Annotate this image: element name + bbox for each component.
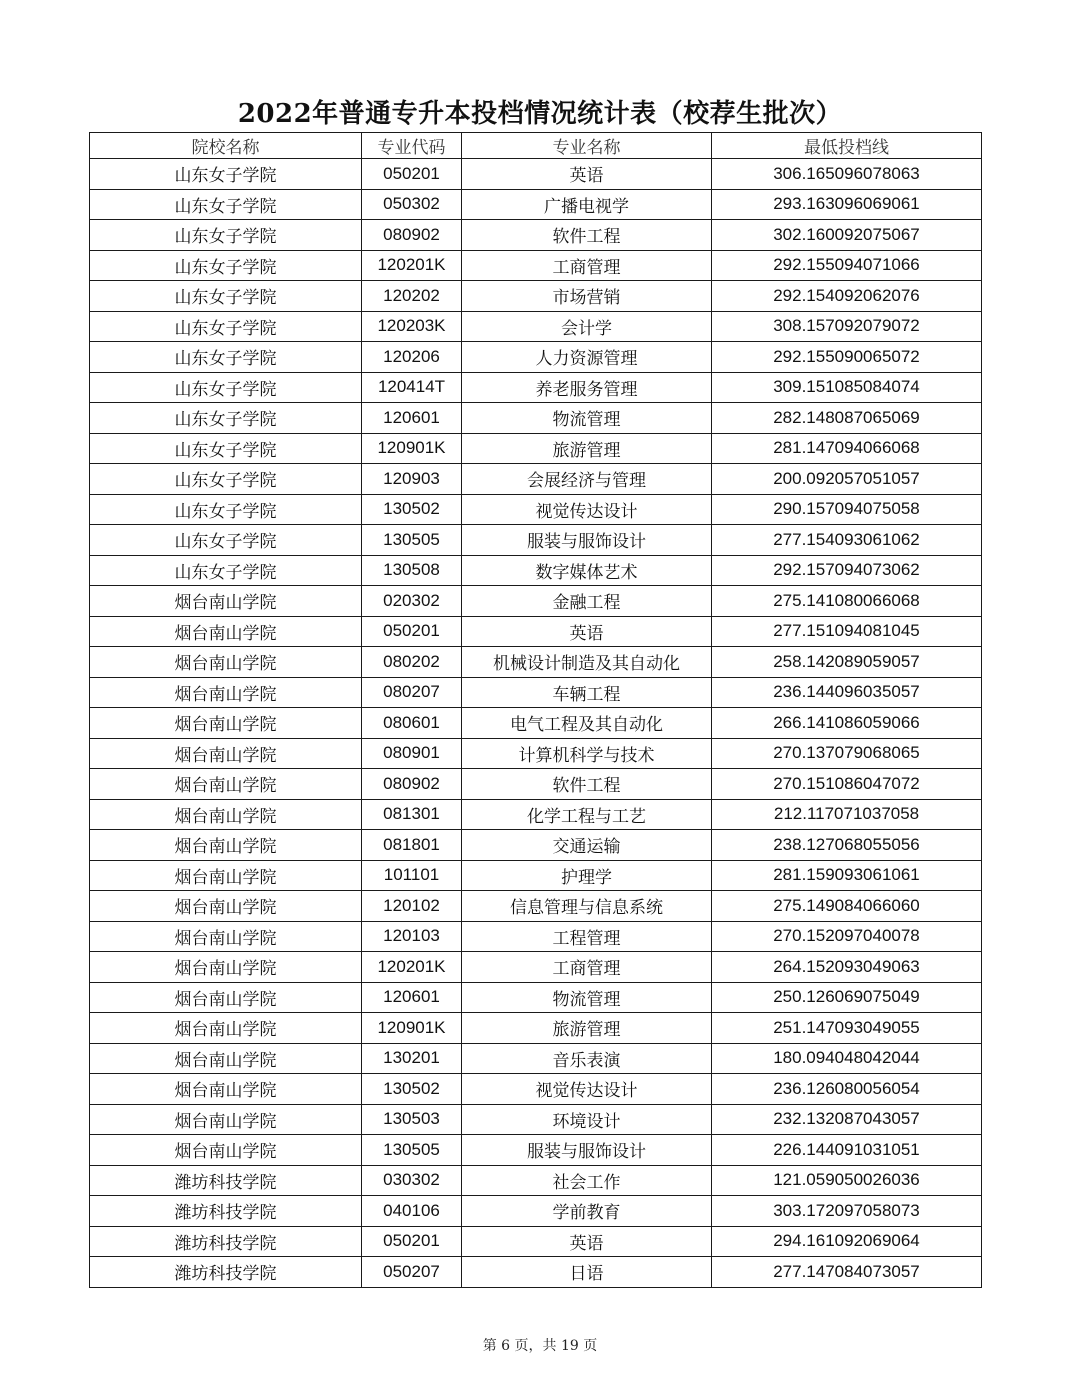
school-name-cell: 烟台南山学院 (90, 586, 362, 617)
min-score-cell: 292.155094071066 (712, 250, 982, 281)
school-name-cell: 烟台南山学院 (90, 921, 362, 952)
table-row (90, 677, 982, 708)
major-code-cell: 130505 (362, 1135, 462, 1166)
school-name-cell: 山东女子学院 (90, 494, 362, 525)
min-score-cell: 236.144096035057 (712, 677, 982, 708)
table-row (90, 1196, 982, 1227)
table-row (90, 1104, 982, 1135)
header-major-name: 专业名称 (462, 133, 712, 159)
school-name-cell: 烟台南山学院 (90, 982, 362, 1013)
min-score-cell: 294.161092069064 (712, 1226, 982, 1257)
major-code-cell: 120102 (362, 891, 462, 922)
major-code-cell: 050201 (362, 159, 462, 190)
major-name-cell: 工程管理 (462, 921, 712, 952)
school-name-cell: 山东女子学院 (90, 311, 362, 342)
major-code-cell: 130508 (362, 555, 462, 586)
major-code-cell: 120103 (362, 921, 462, 952)
school-name-cell: 烟台南山学院 (90, 1013, 362, 1044)
major-code-cell: 080207 (362, 677, 462, 708)
min-score-cell: 290.157094075058 (712, 494, 982, 525)
major-name-cell: 学前教育 (462, 1196, 712, 1227)
school-name-cell: 山东女子学院 (90, 464, 362, 495)
table-row (90, 372, 982, 403)
table-row (90, 1013, 982, 1044)
header-school-name: 院校名称 (90, 133, 362, 159)
min-score-cell: 292.157094073062 (712, 555, 982, 586)
min-score-cell: 282.148087065069 (712, 403, 982, 434)
table-row (90, 860, 982, 891)
major-name-cell: 工商管理 (462, 952, 712, 983)
major-code-cell: 120203K (362, 311, 462, 342)
table-row (90, 1257, 982, 1288)
table-row (90, 708, 982, 739)
major-code-cell: 120202 (362, 281, 462, 312)
major-code-cell: 081301 (362, 799, 462, 830)
min-score-cell: 303.172097058073 (712, 1196, 982, 1227)
major-name-cell: 音乐表演 (462, 1043, 712, 1074)
major-name-cell: 护理学 (462, 860, 712, 891)
school-name-cell: 山东女子学院 (90, 525, 362, 556)
table-row (90, 982, 982, 1013)
school-name-cell: 烟台南山学院 (90, 738, 362, 769)
major-code-cell: 020302 (362, 586, 462, 617)
major-name-cell: 服装与服饰设计 (462, 525, 712, 556)
major-code-cell: 080202 (362, 647, 462, 678)
major-code-cell: 050201 (362, 616, 462, 647)
min-score-cell: 293.163096069061 (712, 189, 982, 220)
table-header (90, 133, 982, 159)
major-code-cell: 080901 (362, 738, 462, 769)
school-name-cell: 烟台南山学院 (90, 1135, 362, 1166)
major-name-cell: 车辆工程 (462, 677, 712, 708)
school-name-cell: 山东女子学院 (90, 403, 362, 434)
min-score-cell: 251.147093049055 (712, 1013, 982, 1044)
table-row (90, 342, 982, 373)
min-score-cell: 277.151094081045 (712, 616, 982, 647)
min-score-cell: 277.147084073057 (712, 1257, 982, 1288)
table-row (90, 647, 982, 678)
min-score-cell: 292.155090065072 (712, 342, 982, 373)
major-name-cell: 会计学 (462, 311, 712, 342)
major-name-cell: 视觉传达设计 (462, 1074, 712, 1105)
table-row (90, 311, 982, 342)
page-title: 2022年普通专升本投档情况统计表（校荐生批次） (237, 99, 843, 129)
min-score-cell: 270.152097040078 (712, 921, 982, 952)
min-score-cell: 270.137079068065 (712, 738, 982, 769)
major-code-cell: 120201K (362, 952, 462, 983)
major-code-cell: 130201 (362, 1043, 462, 1074)
major-name-cell: 金融工程 (462, 586, 712, 617)
table-row (90, 1165, 982, 1196)
table-row (90, 464, 982, 495)
min-score-cell: 180.094048042044 (712, 1043, 982, 1074)
school-name-cell: 山东女子学院 (90, 555, 362, 586)
major-name-cell: 养老服务管理 (462, 372, 712, 403)
min-score-cell: 236.126080056054 (712, 1074, 982, 1105)
major-name-cell: 服装与服饰设计 (462, 1135, 712, 1166)
major-code-cell: 120201K (362, 250, 462, 281)
major-name-cell: 市场营销 (462, 281, 712, 312)
min-score-cell: 302.160092075067 (712, 220, 982, 251)
school-name-cell: 潍坊科技学院 (90, 1226, 362, 1257)
school-name-cell: 烟台南山学院 (90, 799, 362, 830)
major-name-cell: 信息管理与信息系统 (462, 891, 712, 922)
table-row (90, 555, 982, 586)
header-major-code: 专业代码 (362, 133, 462, 159)
major-name-cell: 英语 (462, 616, 712, 647)
min-score-cell: 308.157092079072 (712, 311, 982, 342)
table-row (90, 250, 982, 281)
school-name-cell: 烟台南山学院 (90, 769, 362, 800)
major-code-cell: 050201 (362, 1226, 462, 1257)
school-name-cell: 烟台南山学院 (90, 647, 362, 678)
table-row (90, 220, 982, 251)
major-code-cell: 050207 (362, 1257, 462, 1288)
min-score-cell: 250.126069075049 (712, 982, 982, 1013)
table-row (90, 799, 982, 830)
school-name-cell: 烟台南山学院 (90, 616, 362, 647)
major-name-cell: 广播电视学 (462, 189, 712, 220)
major-code-cell: 130503 (362, 1104, 462, 1135)
major-code-cell: 101101 (362, 860, 462, 891)
major-name-cell: 机械设计制造及其自动化 (462, 647, 712, 678)
school-name-cell: 烟台南山学院 (90, 677, 362, 708)
min-score-cell: 212.117071037058 (712, 799, 982, 830)
table-row (90, 586, 982, 617)
major-code-cell: 030302 (362, 1165, 462, 1196)
school-name-cell: 潍坊科技学院 (90, 1165, 362, 1196)
school-name-cell: 烟台南山学院 (90, 1104, 362, 1135)
header-min-score: 最低投档线 (712, 133, 982, 159)
table-row (90, 738, 982, 769)
table-row (90, 891, 982, 922)
table-row (90, 159, 982, 190)
table-row (90, 189, 982, 220)
admission-table (89, 132, 982, 1288)
major-name-cell: 旅游管理 (462, 433, 712, 464)
major-code-cell: 130502 (362, 1074, 462, 1105)
table-row (90, 1074, 982, 1105)
major-name-cell: 环境设计 (462, 1104, 712, 1135)
major-name-cell: 旅游管理 (462, 1013, 712, 1044)
school-name-cell: 山东女子学院 (90, 281, 362, 312)
major-code-cell: 080902 (362, 220, 462, 251)
table-row (90, 921, 982, 952)
school-name-cell: 山东女子学院 (90, 250, 362, 281)
school-name-cell: 烟台南山学院 (90, 830, 362, 861)
major-code-cell: 120601 (362, 403, 462, 434)
school-name-cell: 烟台南山学院 (90, 860, 362, 891)
major-code-cell: 130505 (362, 525, 462, 556)
school-name-cell: 潍坊科技学院 (90, 1196, 362, 1227)
table-row (90, 1226, 982, 1257)
major-code-cell: 050302 (362, 189, 462, 220)
school-name-cell: 烟台南山学院 (90, 708, 362, 739)
major-name-cell: 日语 (462, 1257, 712, 1288)
school-name-cell: 烟台南山学院 (90, 1074, 362, 1105)
major-code-cell: 080902 (362, 769, 462, 800)
min-score-cell: 266.141086059066 (712, 708, 982, 739)
major-name-cell: 数字媒体艺术 (462, 555, 712, 586)
school-name-cell: 山东女子学院 (90, 159, 362, 190)
table-row (90, 403, 982, 434)
major-name-cell: 物流管理 (462, 403, 712, 434)
min-score-cell: 238.127068055056 (712, 830, 982, 861)
table-row (90, 830, 982, 861)
major-name-cell: 电气工程及其自动化 (462, 708, 712, 739)
school-name-cell: 山东女子学院 (90, 433, 362, 464)
table-row (90, 433, 982, 464)
table-body (90, 159, 982, 1288)
min-score-cell: 232.132087043057 (712, 1104, 982, 1135)
min-score-cell: 275.149084066060 (712, 891, 982, 922)
major-name-cell: 英语 (462, 159, 712, 190)
min-score-cell: 281.159093061061 (712, 860, 982, 891)
school-name-cell: 山东女子学院 (90, 220, 362, 251)
table-row (90, 1043, 982, 1074)
major-name-cell: 工商管理 (462, 250, 712, 281)
min-score-cell: 309.151085084074 (712, 372, 982, 403)
major-code-cell: 081801 (362, 830, 462, 861)
min-score-cell: 270.151086047072 (712, 769, 982, 800)
major-name-cell: 英语 (462, 1226, 712, 1257)
major-name-cell: 计算机科学与技术 (462, 738, 712, 769)
header-row (90, 133, 982, 159)
major-name-cell: 物流管理 (462, 982, 712, 1013)
table-row (90, 1135, 982, 1166)
major-name-cell: 社会工作 (462, 1165, 712, 1196)
major-name-cell: 软件工程 (462, 769, 712, 800)
major-name-cell: 软件工程 (462, 220, 712, 251)
major-code-cell: 120206 (362, 342, 462, 373)
table-row (90, 769, 982, 800)
school-name-cell: 潍坊科技学院 (90, 1257, 362, 1288)
major-code-cell: 130502 (362, 494, 462, 525)
major-code-cell: 120601 (362, 982, 462, 1013)
school-name-cell: 山东女子学院 (90, 189, 362, 220)
major-code-cell: 080601 (362, 708, 462, 739)
school-name-cell: 山东女子学院 (90, 342, 362, 373)
major-name-cell: 化学工程与工艺 (462, 799, 712, 830)
min-score-cell: 275.141080066068 (712, 586, 982, 617)
min-score-cell: 121.059050026036 (712, 1165, 982, 1196)
min-score-cell: 277.154093061062 (712, 525, 982, 556)
table-row (90, 952, 982, 983)
table-row (90, 281, 982, 312)
major-name-cell: 交通运输 (462, 830, 712, 861)
min-score-cell: 264.152093049063 (712, 952, 982, 983)
min-score-cell: 281.147094066068 (712, 433, 982, 464)
table-row (90, 525, 982, 556)
page-number: 第 6 页，共 19 页 (482, 1338, 598, 1354)
min-score-cell: 226.144091031051 (712, 1135, 982, 1166)
table-row (90, 616, 982, 647)
major-name-cell: 会展经济与管理 (462, 464, 712, 495)
table-row (90, 494, 982, 525)
major-code-cell: 120903 (362, 464, 462, 495)
school-name-cell: 山东女子学院 (90, 372, 362, 403)
school-name-cell: 烟台南山学院 (90, 1043, 362, 1074)
major-name-cell: 视觉传达设计 (462, 494, 712, 525)
major-code-cell: 120901K (362, 433, 462, 464)
major-code-cell: 120414T (362, 372, 462, 403)
min-score-cell: 292.154092062076 (712, 281, 982, 312)
school-name-cell: 烟台南山学院 (90, 891, 362, 922)
major-code-cell: 120901K (362, 1013, 462, 1044)
min-score-cell: 200.092057051057 (712, 464, 982, 495)
min-score-cell: 306.165096078063 (712, 159, 982, 190)
major-name-cell: 人力资源管理 (462, 342, 712, 373)
school-name-cell: 烟台南山学院 (90, 952, 362, 983)
major-code-cell: 040106 (362, 1196, 462, 1227)
min-score-cell: 258.142089059057 (712, 647, 982, 678)
